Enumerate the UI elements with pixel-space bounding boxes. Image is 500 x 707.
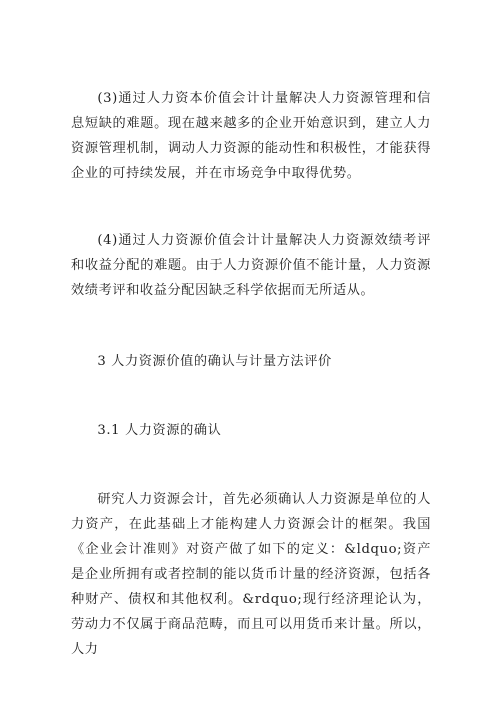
section-heading: 3 人力资源价值的确认与计量方法评价 <box>97 354 332 369</box>
body-paragraph-human-capital-management: (3)通过人力资本价值会计计量解决人力资源管理和信息短缺的难题。现在越来越多的企业开始意识到，建立人力资源管理机制，调动人力资源的能动性和积极性，才能获得企业的可持续发展，并在市场竞争中取得优势。 <box>71 91 431 181</box>
body-paragraph-performance-evaluation: (4)通过人力资源价值会计计量解决人力资源效绩考评和收益分配的难题。由于人力资源价值不能计量，人力资源效绩考评和收益分配因缺乏科学依据而无所适从。 <box>71 233 431 298</box>
body-paragraph-confirmation: 研究人力资源会计，首先必须确认人力资源是单位的人力资产，在此基础上才能构建人力资源会计的框架。我国《企业会计准则》对资产做了如下的定义：&ldquo;资产是企业所拥有或者控制的能以货币计量的经济资源，包括各种财产、债权和其他权利。&rdquo;现行经济理论认为，劳动力不仅属于商品范畴，而且可以用货币来计量。所以，人力 <box>71 492 431 657</box>
subsection-heading: 3.1 人力资源的确认 <box>97 423 222 438</box>
